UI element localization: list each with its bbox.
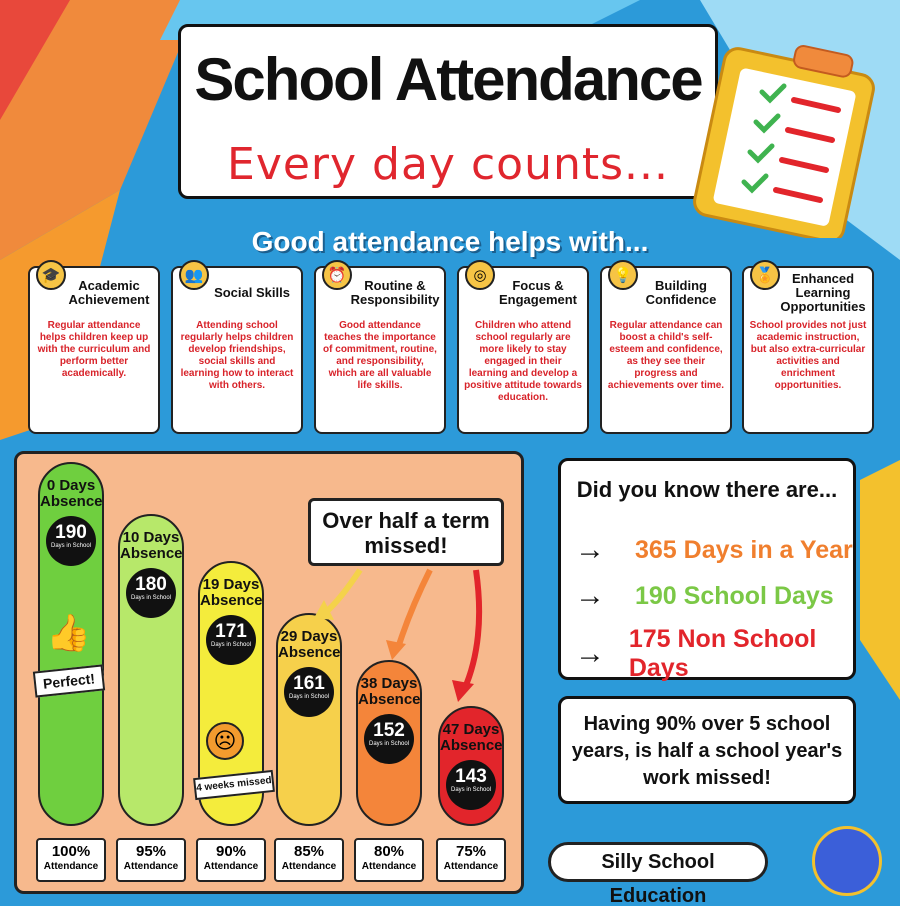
fact-text: 365 Days in a Year: [635, 535, 853, 564]
page-title: School Attendance: [194, 46, 702, 113]
school-days-unit: Days in School: [50, 543, 92, 549]
attendance-word: Attendance: [43, 861, 99, 872]
fact-row: [575, 533, 853, 567]
page-subtitle: Every day counts...: [227, 139, 669, 190]
benefit-card-confidence: [600, 266, 732, 434]
graduation-cap-icon: 🎓: [36, 260, 66, 290]
clipboard-icon: [690, 38, 880, 238]
attendance-word: Attendance: [443, 861, 499, 872]
absence-label: 47 Days Absence: [440, 721, 503, 755]
attendance-percent: 75%: [455, 843, 487, 860]
attendance-word: Attendance: [281, 861, 337, 872]
benefit-desc: School provides not just academic instruction, but also extra-curricular activities and enrichment opportunities.: [749, 320, 867, 391]
benefit-title: Routine & Responsibility: [350, 278, 440, 307]
benefit-card-academic: [28, 266, 160, 434]
school-days-circle: [446, 760, 496, 810]
school-days-unit: Days in School: [288, 693, 330, 700]
weeks-missed-tag: 4 weeks missed: [193, 770, 275, 800]
school-days-circle: [206, 615, 256, 665]
half-year-note: Having 90% over 5 school years, is half a school year's work missed!: [558, 696, 856, 804]
school-days-circle: [364, 714, 414, 764]
benefit-desc: Regular attendance helps children keep up with the curriculum and perform better academically.: [37, 320, 151, 379]
absence-label: 19 Days Absence: [200, 575, 263, 609]
benefit-card-routine: [314, 266, 446, 434]
attendance-bar: [118, 514, 184, 826]
arrow-right-icon: →: [575, 637, 605, 670]
benefit-desc: Good attendance teaches the importance of commitment, routine, and responsibility, which are all valuable life skills.: [323, 320, 437, 391]
attendance-label: [196, 838, 266, 882]
attendance-percent: 95%: [135, 843, 167, 860]
absence-label: 29 Days Absence: [278, 627, 341, 661]
half-term-callout: Over half a term missed!: [308, 498, 504, 566]
absence-label: 0 Days Absence: [40, 477, 103, 510]
absence-label: 38 Days Absence: [358, 674, 421, 708]
absence-label: 10 Days Absence: [120, 529, 183, 562]
school-days-value: 152: [373, 719, 405, 741]
school-days-value: 161: [293, 672, 325, 694]
fact-row: [575, 625, 853, 683]
attendance-percent: 80%: [373, 843, 405, 860]
attendance-word: Attendance: [203, 861, 259, 872]
benefit-title: Focus & Engagement: [498, 278, 577, 307]
benefit-desc: Regular attendance can boost a child's self-esteem and confidence, as they see their progress and achievements over time.: [607, 320, 725, 391]
clock-icon: ⏰: [322, 260, 352, 290]
school-days-circle: [46, 516, 96, 566]
school-days-value: 190: [55, 522, 87, 543]
sad-face-icon: ☹: [206, 722, 244, 760]
people-icon: 👥: [179, 260, 209, 290]
attendance-label: [354, 838, 424, 882]
benefit-title: Enhanced Learning Opportunities: [780, 271, 866, 314]
benefit-title: Academic Achievement: [68, 278, 150, 307]
benefit-title: Social Skills: [214, 285, 290, 300]
perfect-tag: Perfect!: [33, 664, 105, 697]
school-days-unit: Days in School: [210, 641, 252, 648]
thumbs-up-icon: 👍: [46, 612, 91, 653]
benefit-desc: Attending school regularly helps children develop friendships, social skills and learning how to interact with others.: [180, 320, 294, 391]
school-days-unit: Days in School: [130, 595, 172, 601]
medal-icon: 🏅: [750, 260, 780, 290]
benefit-card-opportunities: [742, 266, 874, 434]
attendance-word: Attendance: [123, 861, 179, 872]
logo: [812, 826, 882, 896]
school-days-unit: Days in School: [450, 787, 492, 794]
helps-heading: Good attendance helps with...: [251, 226, 649, 257]
attendance-percent: 85%: [293, 843, 325, 860]
school-days-value: 143: [455, 766, 487, 788]
fact-row: [575, 579, 834, 613]
school-days-value: 180: [135, 574, 167, 595]
school-days-unit: Days in School: [368, 740, 410, 747]
attendance-label: [116, 838, 186, 882]
school-days-circle: [126, 568, 176, 618]
benefit-title: Building Confidence: [645, 278, 717, 307]
attendance-label: [274, 838, 344, 882]
lightbulb-person-icon: 💡: [608, 260, 638, 290]
attendance-bar: [438, 706, 504, 826]
arrow-right-icon: →: [575, 533, 605, 566]
school-days-value: 171: [215, 620, 247, 642]
attendance-percent: 90%: [215, 843, 247, 860]
facts-box: [558, 458, 856, 680]
title-box: [178, 24, 718, 199]
fact-text: 175 Non School Days: [628, 625, 817, 682]
attendance-word: Attendance: [361, 861, 417, 872]
attendance-label: [36, 838, 106, 882]
brand-badge: Silly School Education: [548, 842, 768, 882]
benefit-desc: Children who attend school regularly are more likely to stay engaged in their learning and develop a positive attitude towards education.: [464, 320, 582, 403]
benefit-card-focus: [457, 266, 589, 434]
target-head-icon: ◎: [465, 260, 495, 290]
attendance-percent: 100%: [51, 843, 91, 860]
fact-text: 190 School Days: [635, 581, 834, 610]
facts-title: Did you know there are...: [576, 477, 838, 502]
benefit-card-social: [171, 266, 303, 434]
arrow-right-icon: →: [575, 579, 605, 612]
callout-arrows: [300, 560, 500, 710]
attendance-label: [436, 838, 506, 882]
